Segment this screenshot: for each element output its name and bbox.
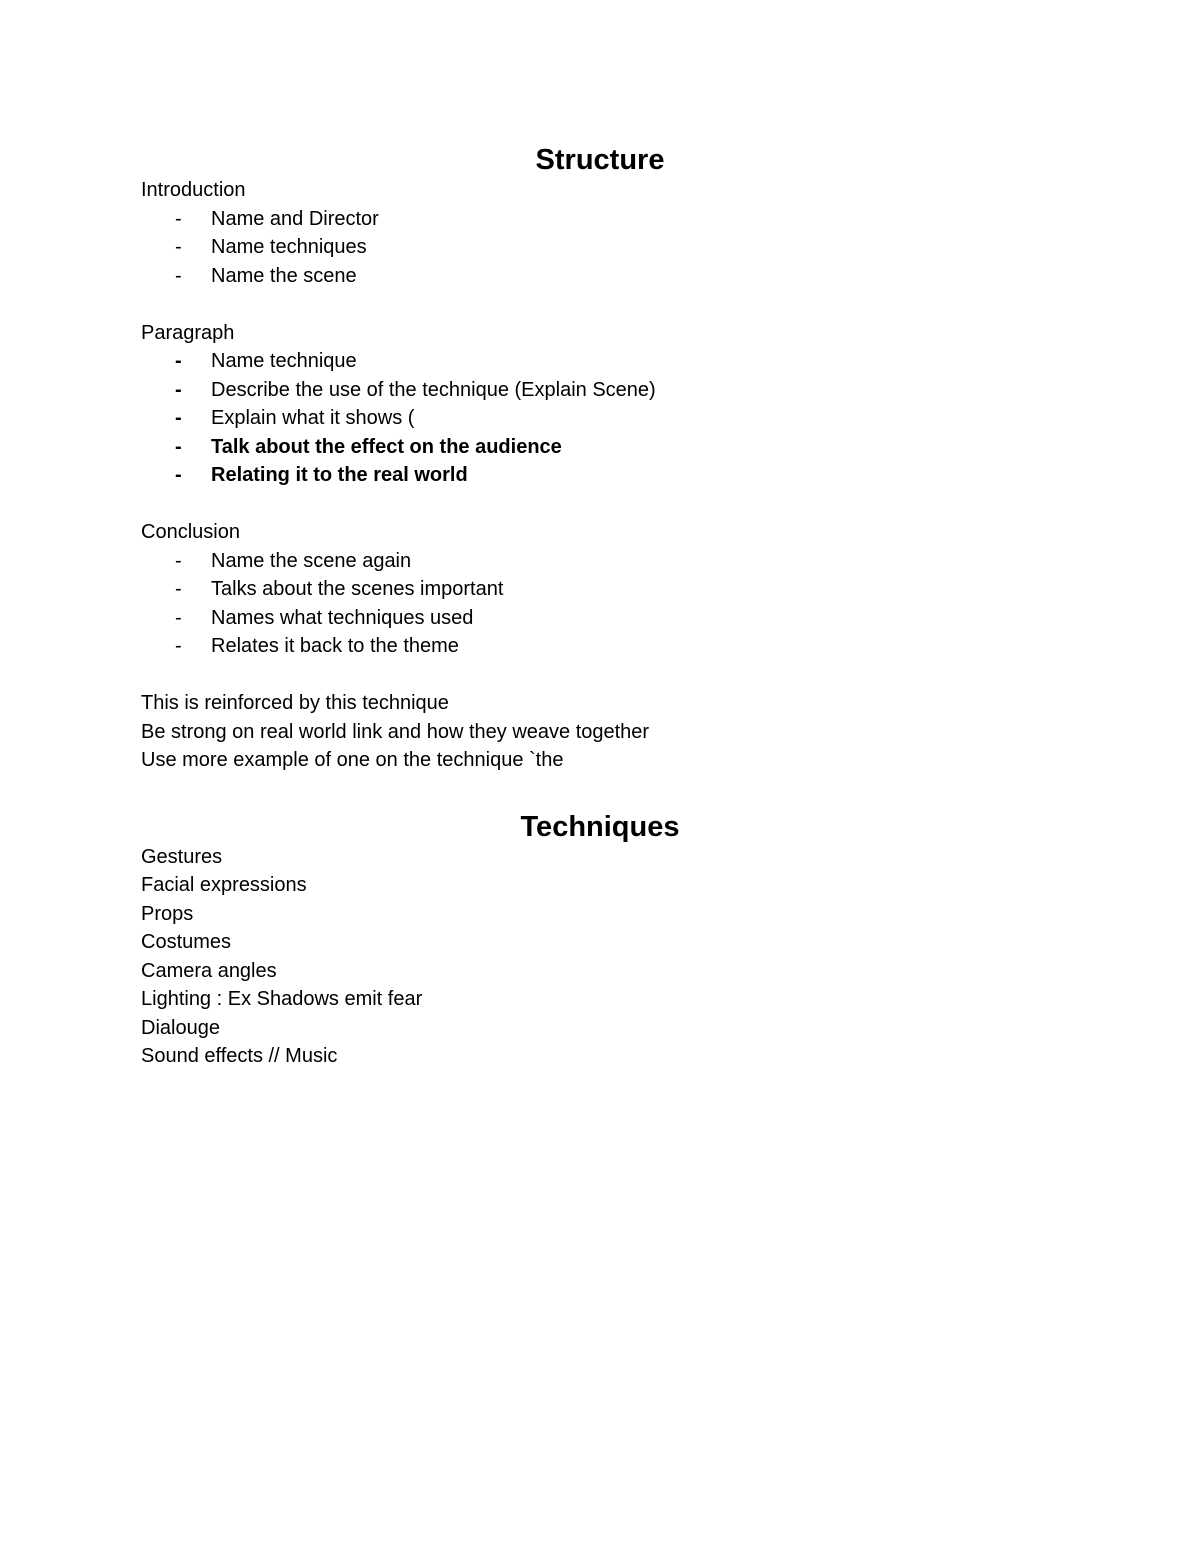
technique-item: Dialouge [141, 1016, 220, 1039]
paragraph-label: Paragraph [141, 321, 235, 344]
technique-item: Gestures [141, 845, 223, 868]
technique-item: Lighting : Ex Shadows emit fear [141, 988, 423, 1010]
spacer [141, 290, 1059, 319]
dash-bullet: - [175, 407, 182, 429]
dash-bullet: - [175, 435, 182, 458]
spacer [141, 490, 1059, 519]
dash-bullet: - [175, 464, 182, 486]
dash-bullet: - [175, 207, 182, 230]
list-item-text: Relates it back to the theme [211, 635, 459, 657]
dash-bullet: - [175, 236, 182, 258]
spacer [141, 661, 1059, 690]
conclusion-label: Conclusion [141, 521, 240, 543]
list-item [141, 376, 1059, 405]
list-item [141, 347, 1059, 376]
technique-item: Sound effects // Music [141, 1045, 338, 1067]
list-item-text: Names what techniques used [211, 606, 474, 629]
list-item-text: Name the scene again [211, 549, 412, 572]
document-content [141, 140, 1059, 1071]
conclusion-list [141, 547, 1059, 661]
dash-bullet: - [175, 635, 182, 657]
techniques-heading: Techniques [520, 810, 680, 843]
note-line: Be strong on real world link and how they weave together [141, 720, 650, 743]
list-item [141, 604, 1059, 633]
technique-item: Facial expressions [141, 874, 307, 896]
introduction-label: Introduction [141, 179, 246, 201]
dash-bullet: - [175, 350, 182, 372]
introduction-list [141, 205, 1059, 291]
list-item-text: Explain what it shows ( [211, 407, 415, 429]
note-line: This is reinforced by this technique [141, 692, 449, 714]
list-item-text: Describe the use of the technique (Explain Scene) [211, 378, 656, 401]
list-item-text: Name and Director [211, 207, 379, 230]
list-item-text: Name techniques [211, 236, 367, 258]
structure-heading: Structure [535, 144, 665, 176]
list-item [141, 205, 1059, 234]
technique-item: Camera angles [141, 959, 277, 982]
list-item-text: Talk about the effect on the audience [211, 435, 562, 458]
list-item-text: Relating it to the real world [211, 464, 468, 486]
list-item [141, 433, 1059, 462]
dash-bullet: - [175, 264, 182, 287]
list-item-text: Talks about the scenes important [211, 578, 504, 600]
list-item [141, 547, 1059, 576]
list-item [141, 575, 1059, 604]
list-item [141, 262, 1059, 291]
dash-bullet: - [175, 606, 182, 629]
note-line: Use more example of one on the technique `the [141, 749, 564, 771]
list-item-text: Name technique [211, 350, 357, 372]
technique-item: Props [141, 902, 194, 925]
paragraph-list [141, 347, 1059, 490]
dash-bullet: - [175, 578, 182, 600]
list-item [141, 632, 1059, 661]
dash-bullet: - [175, 378, 182, 401]
list-item [141, 404, 1059, 433]
technique-item: Costumes [141, 931, 232, 953]
list-item [141, 461, 1059, 490]
dash-bullet: - [175, 549, 182, 572]
list-item [141, 233, 1059, 262]
list-item-text: Name the scene [211, 264, 357, 287]
